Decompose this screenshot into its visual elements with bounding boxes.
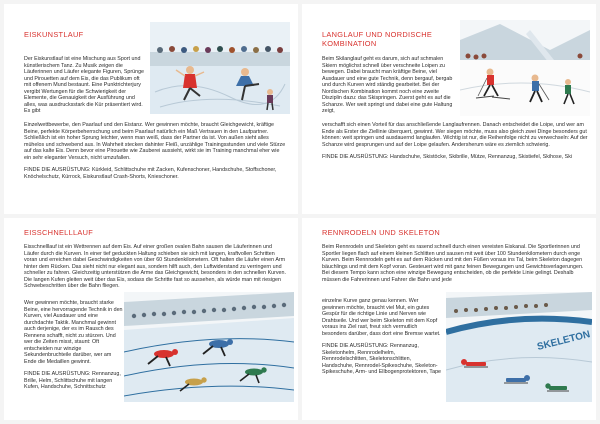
- body-text: [322, 244, 586, 283]
- luge-skeleton-illustration: [446, 292, 592, 402]
- equipment-list: FINDE DIE AUSRÜSTUNG: Rennanzug, Brille, Helm, Schlittschuhe mit langen Kufen, Handschuhe, Schnittschutz: [24, 371, 121, 390]
- body-text: [24, 122, 288, 180]
- panel-rennrodeln: [302, 218, 596, 420]
- skeleton-banner: SKELETON: [536, 329, 592, 353]
- equipment-list: FINDE DIE AUSRÜSTUNG: Kürkleid, Schlittschuhe mit Zacken, Kufenschoner, Handschuhe, Stoffschoner, Knöchelschutz, Kürrock, Eiskunstlauf Crash-Shorts, Knieschoner.: [24, 167, 277, 180]
- paragraph: Wer gewinnen möchte, braucht starke Beine, eine hervorragende Technik in den Kurven, viel Ausdauer und eine durchdachte Taktik. Manchmal gewinnt auch derjenige, der es im Rausch des Rennens schafft, nicht zu stürzen. Und wer die Zeiten misst, staunt: Oft entscheiden nur winzige Sekundenbruchteile darüber, wer am Ende die Medaillen gewinnt.: [24, 300, 123, 365]
- body-text: [322, 122, 588, 161]
- panel-eiskunstlauf: [4, 4, 298, 214]
- section-title: EISKUNSTLAUF: [24, 30, 84, 39]
- panel-eisschnelllauf: [4, 218, 298, 420]
- paragraph: verschafft sich einen Vorteil für das anschließende Langlaufrennen. Danach entscheidet die Loipe, und wer am Ende als Erster die Ziellinie überquert, gewinnt. Wer siegen möchte, muss also gleich zwei Dinge besonders gut können: weit springen und ausdauernd langlaufen. Wichtig ist nur, die Reihenfolge nicht zu verwechseln: Auf der Schanze wird gesprungen und auf der Loipe gelaufen. Andersherum wäre es ziemlich schwierig.: [322, 122, 588, 148]
- paragraph: Der Eiskunstlauf ist eine Mischung aus Sport und künstlerischem Tanz. Zu Musik zeigen die Läuferinnen und Läufer elegante Figuren, Sprünge und Pirouetten auf dem Eis, die das Publikum oft mit offenem Mund bestaunt. Eine Punktrichterjury vergibt Wertungen für die Schwierigkeit der Elemente, die Genauigkeit der Ausführung und alles, was ausdrucksstark die Kür präsentiert wird. Es gibt: [24, 56, 145, 114]
- section-title: LANGLAUF UND NORDISCHE KOMBINATION: [322, 30, 433, 48]
- paragraph: Einzelwettbewerbe, den Paarlauf und den Eistanz. Wer gewinnen möchte, braucht Gleichgewicht, kräftige Beine, perfekte Körperbeherrschung und beim Paarlauf natürlich ein Maß Vertrauen in den Laufpartner. Schließlich ist ein hoher Sprung leichter, wenn man weiß, dass der Partner da ist. Von außen sieht alles mühelos und schwebend aus. In Wahrheit stecken dahinter Fleiß, unzählige Trainingsstunden und viele Stürze auf das kalte Eis. Denn bevor eine Pirouette wie Zauberei aussieht, wirkt sie im Training manchmal eher wie ein sehr eleganter Versuch, nicht umzufallen.: [24, 122, 286, 161]
- figure-skating-illustration: [150, 22, 290, 114]
- side-text: [24, 300, 124, 391]
- paragraph: einzelne Kurve ganz genau kennen. Wer gewinnen möchte, braucht viel Mut, ein gutes Gespür für die richtige Linie und Nerven wie Drahtseile. Und wer beim Skeleton mit dem Kopf voraus ins Ziel rast, freut sich vermutlich besonders darüber, dass dort eine Bremse wartet.: [322, 298, 441, 337]
- speed-skating-illustration: [124, 292, 294, 402]
- intro-text: [24, 56, 146, 115]
- paragraph: Beim Rennrodeln und Skeleton geht es rasend schnell durch einen vereisten Eiskanal. Die Sportlerinnen und Sportler liegen flach auf einem kleinen Schlitten und sausen mit weit über 100 Stundenkilometern durch enge Kurven. Beim Rennrodeln geht es auf dem Rücken und mit den Füßen voraus ins Tal, beim Skeleton dagegen bäuchlings und mit dem Kopf voran. Gesteuert wird mit ganz feinen Bewegungen und Gewichtsverlagerungen. Bei diesem Tempo kann schon eine winzige Bewegung entscheiden, ob die perfekte Linie gelingt. Deshalb müssen die Fahrerinnen und Fahrer die Bahn und jede: [322, 244, 584, 283]
- side-text: [322, 298, 442, 376]
- paragraph: Eisschnelllauf ist ein Wettrennen auf dem Eis. Auf einer großen ovalen Bahn sausen die Läuferinnen und Läufer durch die Kurven. In einer tief geduckten Haltung schieben sie sich mit langen, kraftvollen Schritten voran und erreichen dabei Geschwindigkeiten von über 60 Stundenkilometern. Oft halten die Läufer einen Arm hinter dem Rücken. Das sieht nicht nur elegant aus, sondern hilft auch, den Luftwiderstand zu verringern und schneller zu fahren. Gleichzeitig unterstützen die Arme das Gleichgewicht, besonders in den schnellen Kurven. Die langen Kufen gleiten weit über das Eis, sodass die Schritte fast so aussehen, als würde man mit riesigen Schwebeschritten über die Bahn fliegen.: [24, 244, 286, 289]
- section-title: RENNRODELN UND SKELETON: [322, 228, 441, 237]
- body-text: [24, 244, 286, 290]
- paragraph: Beim Skilanglauf geht es darum, sich auf schmalen Skiern möglichst schnell über verschneite Loipen zu bewegen. Dabei braucht man kräftige Beine, viel Ausdauer und eine gute Technik, denn bergauf, bergab und durch Kurven wird ständig gearbeitet. Bei der Nordischen Kombination kommt noch eine zweite Disziplin dazu: das Skispringen. Zuerst geht es auf die Schanze. Wer weit springt und dabei eine gute Haltung zeigt,: [322, 56, 453, 114]
- intro-text: [322, 56, 454, 115]
- section-title: EISSCHNELLLAUF: [24, 228, 94, 237]
- equipment-list: FINDE DIE AUSRÜSTUNG: Rennanzug, Skeletonhelm, Rennrodelhelm, Rennrodelschlitten, Skeletonschlitten, Handschuhe, Rennrodel-Spikeschuhe, Skeleton-Spikeschuhe, Arm- und Ellbogenprotektoren, Tape: [322, 343, 442, 375]
- cross-country-skiing-illustration: [460, 20, 590, 116]
- panel-langlauf: [302, 4, 596, 214]
- equipment-list: FINDE DIE AUSRÜSTUNG: Handschuhe, Skistöcke, Skibrille, Mütze, Rennanzug, Skistiefel, Skihose, Ski: [322, 154, 573, 160]
